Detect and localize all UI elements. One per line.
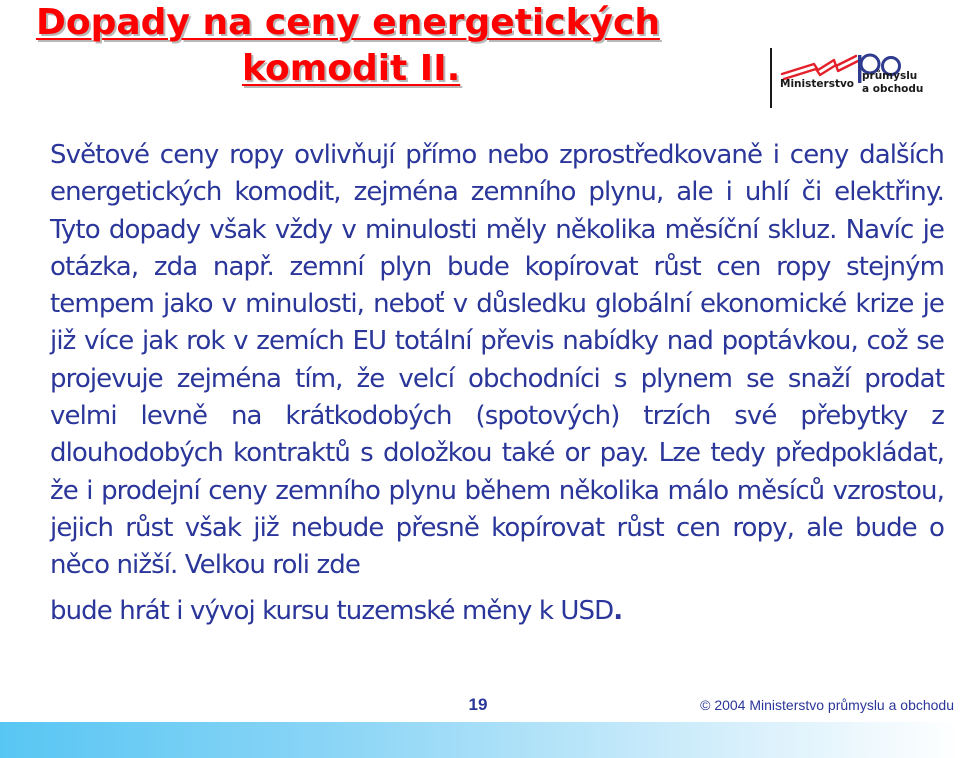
ministry-logo: [770, 48, 940, 110]
logo-text-a-obchodu: a obchodu: [862, 82, 924, 95]
body-last-line-text: bude hrát i vývoj kursu tuzemské měny k USD: [50, 595, 614, 626]
logo-divider-bar: [770, 48, 772, 108]
slide-body-paragraph: [50, 137, 944, 630]
body-last-line: [50, 593, 944, 630]
page-number: 19: [468, 695, 488, 714]
body-final-period: .: [613, 595, 623, 626]
logo-text-prumyslu: průmyslu: [862, 70, 918, 82]
slide-title-line-2: komodit II.: [242, 48, 461, 89]
footer-gradient-band: [0, 722, 960, 758]
logo-text-prumyslu-a-obchodu: [862, 70, 923, 95]
body-main-text: Světové ceny ropy ovlivňují přímo nebo zprostředkovaně i ceny dalších energetických komodit, zejména zemního plynu, ale i uhlí či elektřiny. Tyto dopady však vždy v minulosti měly několika měsíční skluz. Navíc je otázka, zda např. zemní plyn bude kopírovat růst cen ropy stejným tempem jako v minulosti, neboť v důsledku globální ekonomické krize je již více jak rok v zemích EU totální převis nabídky nad poptávkou, což se projevuje zejména tím, že velcí obchodníci s plynem se snaží prodat velmi levně na krátkodobých (spotových) trzích své přebytky z dlouhodobých kontraktů s doložkou také or pay. Lze tedy předpokládat, že i prodejní ceny zemního plynu během několika málo měsíců vzrostou, jejich růst však již nebude přesně kopírovat růst cen ropy, ale bude o něco nižší. Velkou roli zde: [50, 140, 944, 581]
slide-title: [36, 0, 736, 92]
slide-title-line-1: Dopady na ceny energetických: [36, 2, 660, 43]
logo-text-ministerstvo: Ministerstvo: [780, 78, 855, 90]
copyright-notice: © 2004 Ministerstvo průmyslu a obchodu: [700, 697, 954, 713]
